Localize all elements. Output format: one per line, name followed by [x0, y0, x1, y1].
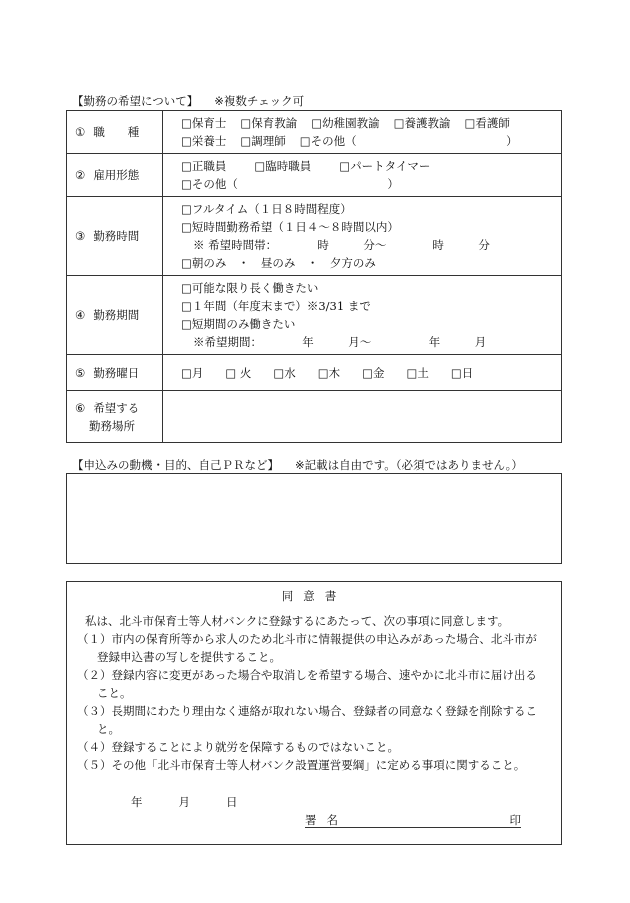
checkbox-part-timer[interactable]: □パートタイマー	[339, 159, 431, 173]
consent-item-1: （１）市内の保育所等から求人のため北斗市に情報提供の申込みがあった場合、北斗市が	[77, 632, 537, 646]
checkbox-choriishi[interactable]: □調理師	[240, 134, 286, 148]
checkbox-time-of-day[interactable]: □朝のみ ・ 昼のみ ・ 夕方のみ	[181, 256, 376, 270]
options-work-hours	[163, 197, 562, 276]
options-job-type	[163, 111, 562, 154]
preferred-period: ※希望期間： 年 月～ 年 月	[193, 335, 487, 349]
consent-item-3-cont: と。	[97, 722, 120, 736]
consent-item-2: （２）登録内容に変更があった場合や取消しを希望する場合、速やかに北斗市に届け出る	[77, 668, 537, 682]
date-fields	[131, 794, 274, 810]
section-heading-work-preferences	[72, 93, 304, 109]
consent-item-2-cont: こと。	[97, 686, 132, 700]
checkbox-full-time[interactable]: □フルタイム（１日８時間程度）	[181, 202, 352, 216]
checkbox-employment-other[interactable]: □その他（ ）	[181, 177, 399, 191]
checkbox-yogo-kyoyu[interactable]: □養護教諭	[393, 116, 451, 130]
checkbox-friday[interactable]: □金	[362, 365, 385, 380]
label-work-place: ⑥ 希望する 勤務場所	[67, 391, 163, 443]
consent-item-4: （４）登録することにより就労を保障するものではないこと。	[77, 740, 399, 754]
label-work-hours: ③ 勤務時間	[67, 197, 163, 276]
motive-heading	[72, 457, 523, 473]
row-job-type	[67, 111, 562, 154]
work-place-input[interactable]	[163, 391, 562, 443]
checkbox-yochien-kyoyu[interactable]: □幼稚園教諭	[311, 116, 380, 130]
row-employment-type	[67, 154, 562, 197]
options-work-days	[163, 355, 562, 391]
checkbox-saturday[interactable]: □土	[406, 365, 429, 380]
work-preference-table	[66, 110, 562, 443]
seal-mark: 印	[509, 813, 521, 827]
checkbox-short-time[interactable]: □短時間勤務希望（１日４～８時間以内）	[181, 220, 399, 234]
checkbox-hoikushi[interactable]: □保育士	[181, 116, 227, 130]
label-work-period: ④ 勤務期間	[67, 276, 163, 355]
date-month[interactable]: 月	[178, 795, 190, 809]
checkbox-hoiku-kyoyu[interactable]: □保育教諭	[240, 116, 298, 130]
consent-item-5: （５）その他「北斗市保育士等人材バンク設置運営要綱」に定める事項に関すること。	[77, 758, 526, 772]
checkbox-sunday[interactable]: □日	[450, 365, 474, 380]
checkbox-long-term[interactable]: □可能な限り長く働きたい	[181, 281, 319, 295]
checkbox-one-year[interactable]: □１年間（年度末まで）※3/31 まで	[181, 299, 371, 313]
checkbox-full-employee[interactable]: □正職員	[181, 159, 227, 173]
motive-title: 【申込みの動機・目的、自己ＰＲなど】	[72, 458, 279, 472]
row-work-period	[67, 276, 562, 355]
row-work-place	[67, 391, 562, 443]
consent-section	[66, 581, 562, 845]
date-year[interactable]: 年	[131, 795, 143, 809]
signature-field[interactable]	[305, 812, 521, 828]
checkbox-job-other[interactable]: □その他（ ）	[299, 134, 518, 148]
label-employment-type: ② 雇用形態	[67, 154, 163, 197]
consent-item-1-cont: 登録申込書の写しを提供すること。	[97, 650, 281, 664]
heading-text: 【勤務の希望について】	[72, 94, 199, 108]
options-work-period	[163, 276, 562, 355]
row-work-hours	[67, 197, 562, 276]
consent-item-3: （３）長期間にわたり理由なく連絡が取れない場合、登録者の同意なく登録を削除するこ	[77, 704, 537, 718]
heading-note: ※複数チェック可	[214, 94, 305, 108]
checkbox-thursday[interactable]: □木	[317, 365, 341, 380]
checkbox-short-term[interactable]: □短期間のみ働きたい	[181, 317, 296, 331]
signature-label: 署名	[305, 813, 348, 827]
consent-title: 同意書	[281, 589, 347, 603]
row-work-days	[67, 355, 562, 391]
checkbox-monday[interactable]: □月	[181, 365, 204, 380]
options-employment-type	[163, 154, 562, 197]
motive-textarea[interactable]	[66, 473, 562, 564]
checkbox-tuesday[interactable]: □ 火	[225, 365, 252, 380]
checkbox-kangoshi[interactable]: □看護師	[464, 116, 510, 130]
checkbox-eiyoshi[interactable]: □栄養士	[181, 134, 227, 148]
checkbox-temporary[interactable]: □臨時職員	[254, 159, 312, 173]
checkbox-wednesday[interactable]: □水	[273, 365, 296, 380]
label-work-days: ⑤ 勤務曜日	[67, 355, 163, 391]
motive-note: ※記載は自由です。（必須ではありません。）	[295, 458, 523, 472]
consent-body	[77, 612, 557, 774]
date-day[interactable]: 日	[226, 795, 238, 809]
label-job-type: ① 職 種	[67, 111, 163, 154]
preferred-time-range: ※ 希望時間帯： 時 分～ 時 分	[193, 238, 490, 252]
consent-intro: 私は、北斗市保育士等人材バンクに登録するにあたって、次の事項に同意します。	[85, 614, 510, 628]
